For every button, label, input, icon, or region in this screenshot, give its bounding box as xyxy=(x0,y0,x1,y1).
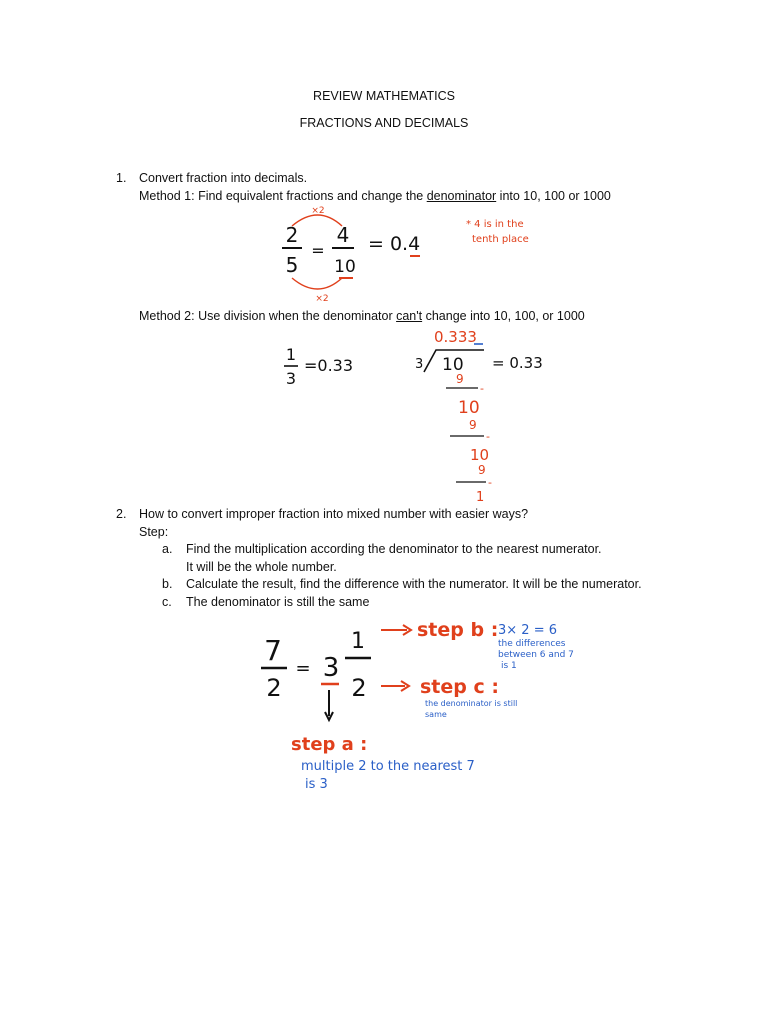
fig3-frac-den: 2 xyxy=(351,674,367,702)
fig2-rem3: 1 xyxy=(476,490,485,505)
fig1-den1: 5 xyxy=(285,253,299,277)
fig2-dividend: 10 xyxy=(442,355,464,375)
section2-number: 2. xyxy=(116,507,127,521)
fig2-left-result: =0.33 xyxy=(304,356,354,375)
method2-prefix: Method 2: Use division when the denominator xyxy=(139,309,397,323)
fig3-step-b-note2: between 6 and 7 xyxy=(498,650,574,660)
method2-underlined: can't xyxy=(396,309,423,323)
fig2-left-den: 3 xyxy=(285,369,297,388)
step-a-text: Find the multiplication according the denominator to the nearest numerator. xyxy=(186,542,602,556)
fig3-step-a-note2: is 3 xyxy=(305,777,328,792)
step-b-marker: b. xyxy=(162,577,173,591)
fig3-frac-num: 1 xyxy=(351,629,365,654)
method1-suffix: into 10, 100 or 1000 xyxy=(496,189,611,203)
fig3-whole: 3 xyxy=(322,653,340,683)
fig3-step-c-label: step c : xyxy=(420,676,499,698)
fig2-sub2: 9 xyxy=(469,418,477,432)
fig3-step-a-note1: multiple 2 to the nearest 7 xyxy=(301,759,475,774)
document-subtitle: FRACTIONS AND DECIMALS xyxy=(299,116,469,130)
method2-text xyxy=(139,309,585,323)
figure-equivalent-fractions xyxy=(270,202,570,302)
fig2-left-num: 1 xyxy=(285,345,297,364)
fig3-step-a-label: step a : xyxy=(291,734,368,755)
section1-heading: Convert fraction into decimals. xyxy=(139,171,308,185)
document-title: REVIEW MATHEMATICS xyxy=(313,89,455,103)
fig1-num2: 4 xyxy=(336,223,350,247)
section2-step-label: Step: xyxy=(139,525,169,539)
method1-text xyxy=(139,189,611,203)
fig2-rem1: 10 xyxy=(458,398,480,418)
fig2-minus3: - xyxy=(488,476,492,489)
step-a-marker: a. xyxy=(162,542,173,556)
fig2-quotient: 0.333 xyxy=(434,328,477,346)
fig2-divisor: 3 xyxy=(415,357,424,372)
fig1-note-line1: * 4 is in the xyxy=(466,219,524,230)
fig1-arc-bottom xyxy=(292,278,342,289)
fig3-step-b-note1: the differences xyxy=(498,639,566,649)
method2-suffix: change into 10, 100, or 1000 xyxy=(422,309,585,323)
section2-heading: How to convert improper fraction into mixed number with easier ways? xyxy=(139,507,529,521)
step-c-text: The denominator is still the same xyxy=(186,595,370,609)
method1-prefix: Method 1: Find equivalent fractions and change the xyxy=(139,189,427,203)
fig2-minus2: - xyxy=(486,430,490,443)
fig3-equals: = xyxy=(295,658,311,679)
fig3-step-c-note1: the denominator is still xyxy=(425,699,518,708)
fig2-sub1: 9 xyxy=(456,372,464,386)
fig1-equals: = xyxy=(311,241,325,260)
fig3-step-b-note3: is 1 xyxy=(501,661,517,671)
fig1-times-top: ×2 xyxy=(311,206,325,216)
step-a-text2: It will be the whole number. xyxy=(186,560,337,574)
figure-long-division xyxy=(280,326,580,506)
fig1-den2: 10 xyxy=(334,257,356,277)
method1-underlined: denominator xyxy=(426,189,497,203)
fig2-rem2: 10 xyxy=(470,446,490,464)
fig3-step-b-label: step b : xyxy=(417,619,499,641)
fig1-arc-top xyxy=(292,215,342,226)
step-b-text: Calculate the result, find the difference with the numerator. It will be the numerator. xyxy=(186,577,642,591)
fig3-num: 7 xyxy=(264,634,282,667)
fig1-result: = 0.4 xyxy=(368,233,421,255)
fig1-num1: 2 xyxy=(285,223,299,247)
fig3-step-c-note2: same xyxy=(425,710,447,719)
fig3-den: 2 xyxy=(266,674,282,702)
fig1-times-bottom: ×2 xyxy=(315,294,329,304)
figure-mixed-number xyxy=(255,610,635,800)
fig2-right-result: = 0.33 xyxy=(492,354,543,372)
fig3-step-b-eq: 3× 2 = 6 xyxy=(498,623,557,638)
section1-number: 1. xyxy=(116,171,127,185)
fig2-sub3: 9 xyxy=(478,463,486,477)
fig2-minus1: - xyxy=(480,382,484,395)
fig1-note-line2: tenth place xyxy=(472,234,529,245)
step-c-marker: c. xyxy=(162,595,172,609)
